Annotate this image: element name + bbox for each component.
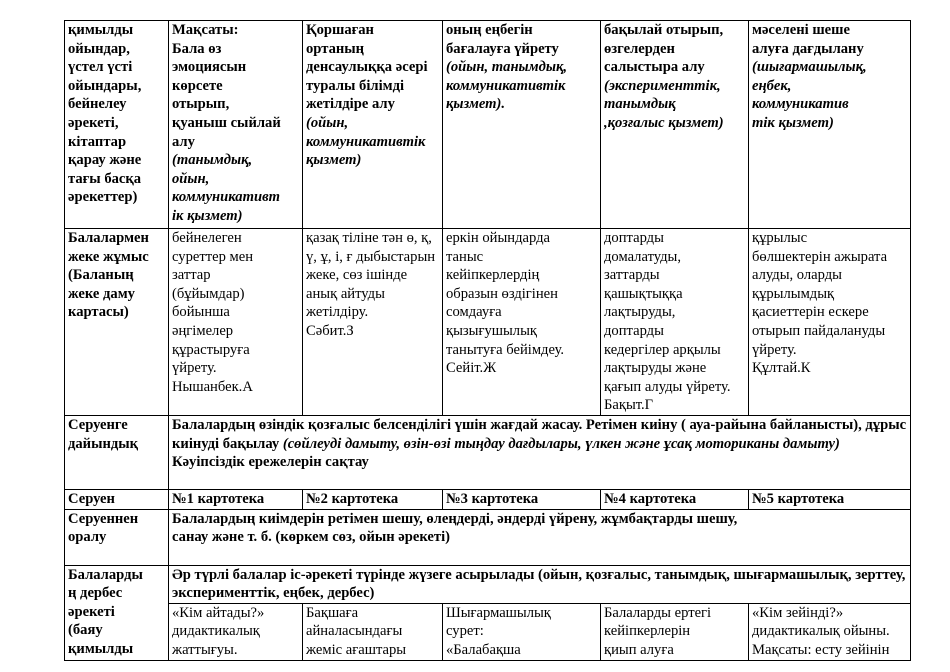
cell-day5-goal bbox=[749, 21, 911, 229]
walk-prep-safety: Кәуіпсіздік ережелерін сақтау bbox=[172, 454, 369, 471]
daily-plan-table bbox=[64, 20, 911, 661]
cell-independent-day4: Балаларды ертегі кейіпкерлерін қиып алуға bbox=[601, 603, 749, 660]
walk-prep-text: Балалардың өзіндік қозғалыс белсенділігі үшін жағдай жасау. Ретімен киіну ( ауа-райына байланысты), дұрыс киінуді бақылау bbox=[172, 416, 907, 452]
cell-return-from-walk: Балалардың киімдерін ретімен шешу, өлеңдерді, әндерді үйрену, жұмбақтарды шешу, санау және т. б. (көркем сөз, ойын әрекеті) bbox=[169, 509, 911, 565]
cell-day3-goal bbox=[443, 21, 601, 229]
table-row bbox=[65, 489, 911, 509]
cell-day4-goal bbox=[601, 21, 749, 229]
cell-goal-text: оның еңбегін бағалауға үйрету bbox=[446, 22, 559, 57]
cell-individual-day5: құрылыс бөлшектерін ажырата алуды, оларды құрылымдық қасиеттерін ескере отырып пайдалануды үйрету. Құлтай.К bbox=[749, 229, 911, 416]
row-label-walk: Серуен bbox=[65, 489, 169, 509]
table-row bbox=[65, 229, 911, 416]
cell-activity-type: (танымдық, ойын, коммуникативт ік қызмет) bbox=[172, 152, 280, 224]
walk-prep-skills: (сөйлеуді дамыту, өзін-өзі тыңдау дағдылары, үлкен және ұсақ моториканы дамыту) bbox=[282, 435, 840, 452]
cell-individual-day1: бейнелеген суреттер мен заттар (бұйымдар) бойынша әңгімелер құрастыруға үйрету. Нышанбек.А bbox=[169, 229, 303, 416]
cell-independent-day3: Шығармашылық сурет: «Балабақша bbox=[443, 603, 601, 660]
cell-goal-text: Мақсаты: Бала өз эмоциясын көрсете отырып, қуаныш сыйлай алу bbox=[172, 22, 281, 150]
row-label-walk-prep: Серуенге дайындық bbox=[65, 415, 169, 489]
walk-card-3: №3 картотека bbox=[443, 489, 601, 509]
cell-individual-day4: доптарды домалатуды, заттарды қашықтыққа лақтыруды, доптарды кедергілер арқылы лақтыруды және қағып алуды үйрету. Бақыт.Г bbox=[601, 229, 749, 416]
row-label-individual-work: Балалармен жеке жұмыс (Баланың жеке даму картасы) bbox=[65, 229, 169, 416]
cell-independent-day1: «Кім айтады?» дидактикалық жаттығуы. bbox=[169, 603, 303, 660]
walk-card-2: №2 картотека bbox=[303, 489, 443, 509]
cell-activity-type: (ойын, танымдық, коммуникативтік қызмет). bbox=[446, 59, 568, 113]
cell-walk-prep bbox=[169, 415, 911, 489]
cell-goal-text: бақылай отырып, өзгелерден салыстыра алу bbox=[604, 22, 724, 76]
cell-independent-activity: Әр түрлі балалар іс-әрекеті түрінде жүзеге асырылады (ойын, қозғалыс, танымдық, шығармашылық, зерттеу, эксперименттік, еңбек, дербес) bbox=[169, 565, 911, 603]
row-label-activities: қимылды ойындар, үстел үсті ойындары, бейнелеу әрекеті, кітаптар қарау және тағы басқа әрекеттер) bbox=[65, 21, 169, 229]
cell-independent-day2: Бақшаға айналасындағы жеміс ағаштары bbox=[303, 603, 443, 660]
table-row bbox=[65, 509, 911, 565]
walk-card-4: №4 картотека bbox=[601, 489, 749, 509]
cell-goal-text: мәселені шеше алуға дағдылану bbox=[752, 22, 864, 57]
cell-day2-goal bbox=[303, 21, 443, 229]
cell-individual-day3: еркін ойындарда таныс кейіпкерлердің образын өздігінен сомдауға қызығушылық танытуға бейімдеу. Сейіт.Ж bbox=[443, 229, 601, 416]
walk-card-1: №1 картотека bbox=[169, 489, 303, 509]
cell-individual-day2: қазақ тіліне тән ө, қ, ү, ұ, і, ғ дыбыстарын жеке, сөз ішінде анық айтуды жетілдіру. Сәбит.З bbox=[303, 229, 443, 416]
row-label-independent-activity: Балаларды ң дербес әрекеті (баяу қимылды bbox=[65, 565, 169, 660]
table-row bbox=[65, 565, 911, 603]
table-row bbox=[65, 603, 911, 660]
cell-activity-type: (ойын, коммуникативтік қызмет) bbox=[306, 114, 426, 169]
table-row bbox=[65, 415, 911, 489]
cell-independent-day5: «Кім зейінді?» дидактикалық ойыны. Мақсаты: есту зейінін bbox=[749, 603, 911, 660]
row-label-return-from-walk: Серуеннен оралу bbox=[65, 509, 169, 565]
walk-card-5: №5 картотека bbox=[749, 489, 911, 509]
cell-goal-text: Қоршаған ортаның денсаулыққа әсері туралы білімді жетілдіре алу bbox=[306, 22, 428, 113]
cell-activity-type: (эксперименттік, танымдық ,қозғалыс қызмет) bbox=[604, 77, 724, 131]
table-row bbox=[65, 21, 911, 229]
cell-day1-goal bbox=[169, 21, 303, 229]
cell-activity-type: (шығармашылық, еңбек, коммуникатив тік қызмет) bbox=[752, 59, 867, 131]
